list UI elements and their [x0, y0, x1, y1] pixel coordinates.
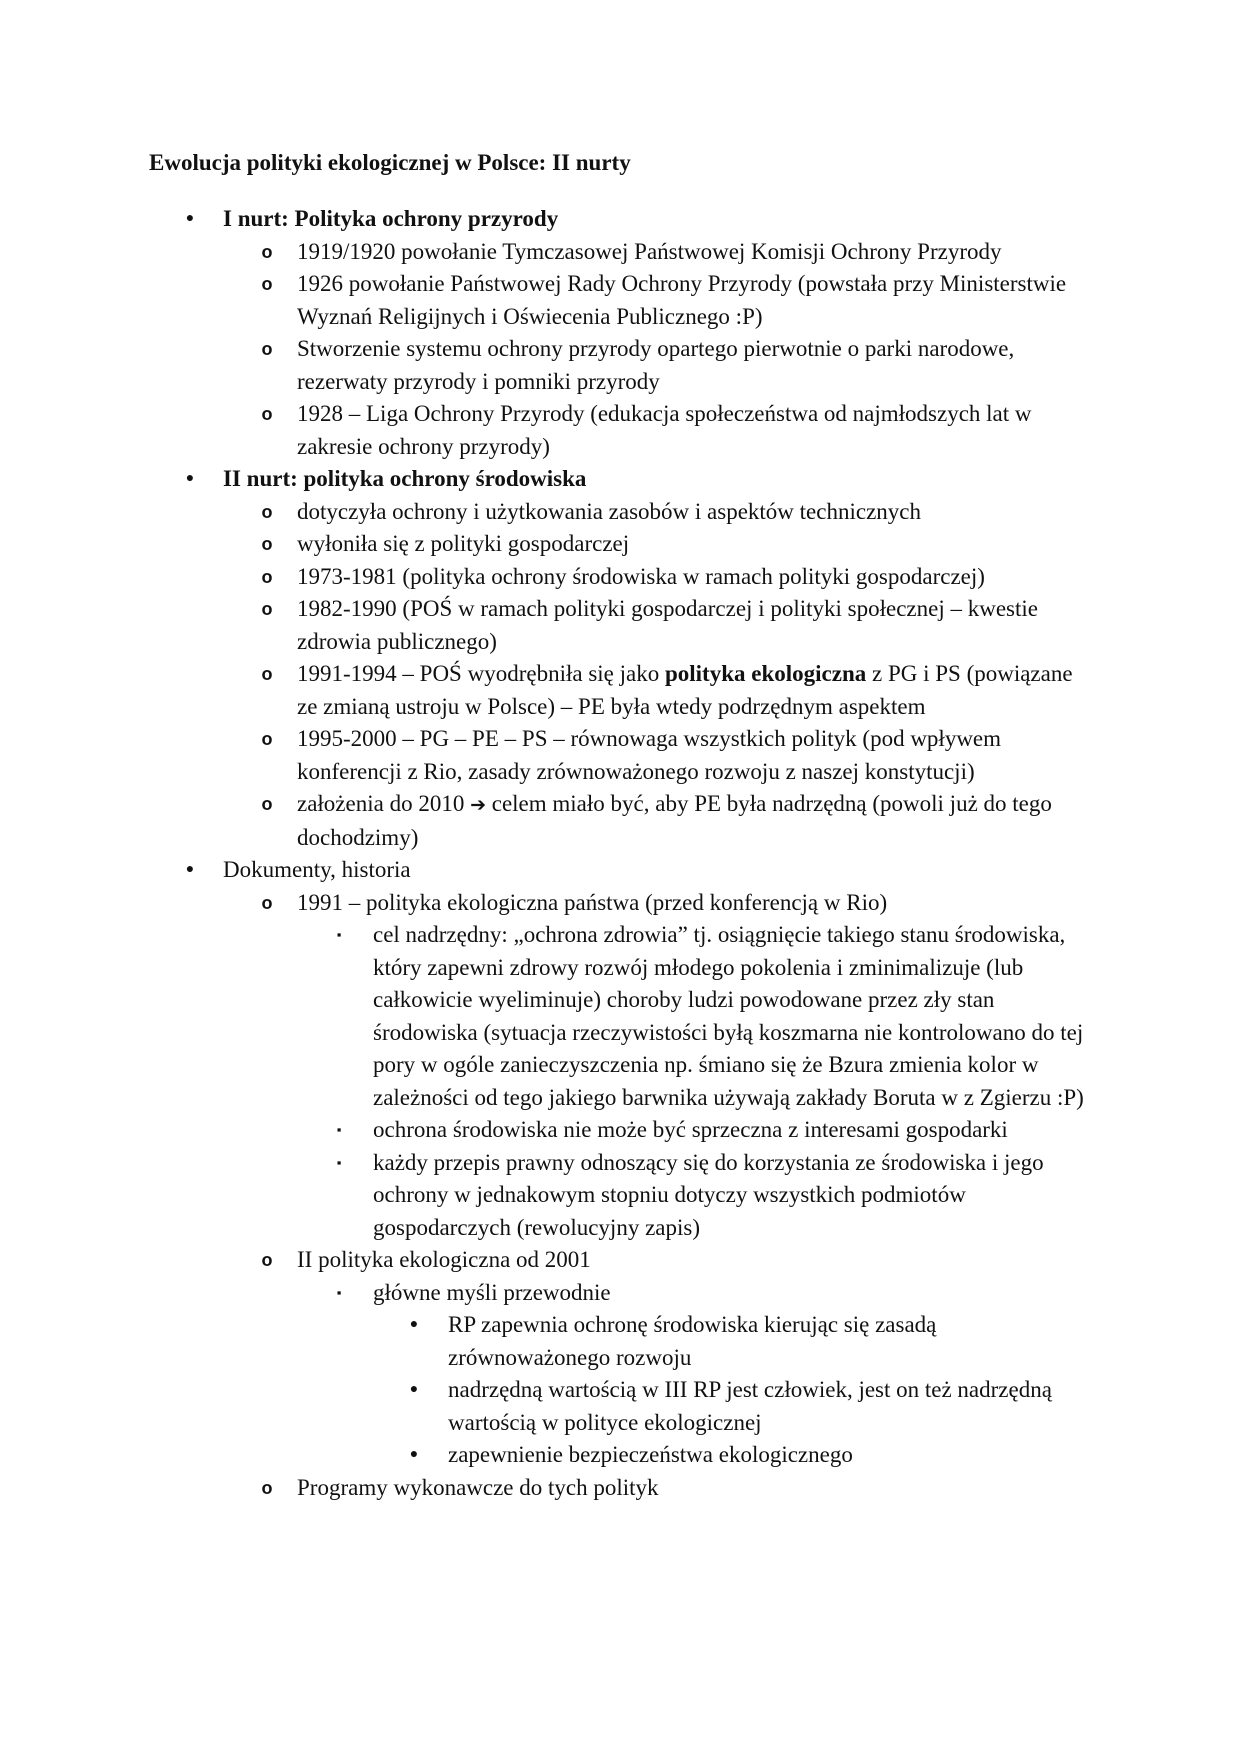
- list-item-level-2: [0, 1244, 1085, 1277]
- item-text: 1991-1994 – POŚ wyodrębniła się jako: [297, 661, 665, 686]
- item-text: zapewnienie bezpieczeństwa ekologicznego: [448, 1442, 853, 1467]
- bold-text: polityka ekologiczna: [664, 661, 867, 686]
- circle-bullet-icon: o: [261, 274, 273, 294]
- item-text: Dokumenty, historia: [223, 857, 411, 882]
- item-text: Programy wykonawcze do tych polityk: [297, 1474, 659, 1500]
- item-text: wyłoniła się z polityki gospodarczej: [297, 531, 630, 556]
- list-item-level-4: [0, 1309, 1085, 1374]
- circle-bullet-icon: o: [261, 794, 273, 814]
- list-item-level-2: [0, 236, 1085, 269]
- item-text: 1991 – polityka ekologiczna państwa (przed konferencją w Rio): [297, 889, 888, 915]
- document-title: Ewolucja polityki ekologicznej w Polsce: II nurty: [149, 150, 631, 175]
- item-text: z PG i PS (powiązane ze zmianą ustroju w Polsce) – PE była wtedy podrzędnym aspektem: [297, 661, 1073, 719]
- list-item-level-2: [0, 268, 1085, 333]
- circle-bullet-icon: o: [261, 501, 273, 522]
- bullet-icon: ●: [409, 1317, 419, 1332]
- item-text: 1919/1920 powołanie Tymczasowej Państwowej Komisji Ochrony Przyrody: [297, 238, 1002, 264]
- list-item-level-2: [0, 788, 1085, 854]
- list-item-level-3: [0, 1114, 1085, 1147]
- list-item-level-2: [0, 658, 1085, 723]
- list-item-level-2: [0, 887, 1085, 920]
- circle-bullet-icon: o: [261, 339, 273, 359]
- circle-bullet-icon: o: [261, 892, 273, 913]
- item-text: RP zapewnia ochronę środowiska kierując się zasadą zrównoważonego rozwoju: [448, 1312, 937, 1370]
- square-bullet-icon: ▪: [336, 1122, 342, 1137]
- list-item-level-3: [0, 1277, 1085, 1310]
- bullet-icon: ●: [185, 471, 195, 486]
- item-text: Stworzenie systemu ochrony przyrody opartego pierwotnie o parki narodowe, rezerwaty przyrody i pomniki przyrody: [297, 336, 1015, 394]
- bullet-icon: ●: [185, 211, 195, 226]
- item-text: założenia do 2010: [297, 791, 471, 816]
- item-text: cel nadrzędny: „ochrona zdrowia” tj. osiągnięcie takiego stanu środowiska, który zapewni zdrowy rozwój młodego pokolenia i zminimalizuje (lub całkowicie wyeliminuje) choroby ludzi powodowane przez zły stan środowiska (sytuacja rzeczywistości byłą koszmarna nie kontrolowano do tej pory w ogóle zanieczyszczenia np. śmiano się że Bzura zmienia kolor w zależności od tego jakiego barwnika używają zakłady Boruta w z Zgierzu :P): [373, 922, 1084, 1110]
- circle-bullet-icon: o: [261, 566, 273, 587]
- list-item-level-4: [0, 1439, 1085, 1472]
- list-item-level-2: [0, 496, 1085, 529]
- list-item-level-4: [0, 1374, 1085, 1439]
- bullet-icon: ●: [409, 1382, 419, 1397]
- circle-bullet-icon: o: [261, 534, 273, 554]
- item-text: ochrona środowiska nie może być sprzeczna z interesami gospodarki: [373, 1117, 1008, 1142]
- item-text: 1926 powołanie Państwowej Rady Ochrony Przyrody (powstała przy Ministerstwie Wyznań Religijnych i Oświecenia Publicznego :P): [297, 271, 1067, 329]
- circle-bullet-icon: o: [261, 664, 273, 684]
- circle-bullet-icon: o: [261, 1250, 273, 1270]
- outline-list: [0, 203, 1085, 1504]
- item-text: nadrzędną wartością w III RP jest człowiek, jest on też nadrzędną wartością w polityce ekologicznej: [448, 1377, 1052, 1435]
- circle-bullet-icon: o: [261, 404, 273, 424]
- item-text: 1928 – Liga Ochrony Przyrody (edukacja społeczeństwa od najmłodszych lat w zakresie ochrony przyrody): [297, 401, 1032, 459]
- circle-bullet-icon: o: [261, 241, 273, 262]
- item-text: główne myśli przewodnie: [373, 1279, 611, 1305]
- bold-text: I nurt: Polityka ochrony przyrody: [223, 206, 559, 231]
- square-bullet-icon: ▪: [336, 1284, 342, 1300]
- list-item-level-2: [0, 561, 1085, 594]
- list-item-level-2: [0, 593, 1085, 658]
- list-item-level-1: [0, 203, 1085, 236]
- arrow-right-icon: ➔: [470, 794, 486, 816]
- list-item-level-2: [0, 333, 1085, 398]
- list-item-level-2: [0, 528, 1085, 561]
- item-text: 1982-1990 (POŚ w ramach polityki gospodarczej i polityki społecznej – kwestie zdrowia publicznego): [297, 596, 1038, 654]
- item-text: każdy przepis prawny odnoszący się do korzystania ze środowiska i jego ochrony w jednakowym stopniu dotyczy wszystkich podmiotów gospodarczych (rewolucyjny zapis): [373, 1149, 1044, 1240]
- item-text: 1995-2000 – PG – PE – PS – równowaga wszystkich polityk (pod wpływem konferencji z Rio, zasady zrównoważonego rozwoju z naszej konstytucji): [297, 726, 1002, 784]
- list-item-level-2: [0, 723, 1085, 788]
- circle-bullet-icon: o: [261, 1477, 273, 1498]
- item-text: II polityka ekologiczna od 2001: [297, 1247, 591, 1272]
- bold-text: II nurt: polityka ochrony środowiska: [223, 466, 587, 491]
- list-item-level-2: [0, 398, 1085, 463]
- list-item-level-1: [0, 463, 1085, 496]
- item-text: celem miało być, aby PE była nadrzędną (powoli już do tego dochodzimy): [297, 791, 1052, 850]
- bullet-icon: ●: [185, 862, 195, 877]
- item-text: 1973-1981 (polityka ochrony środowiska w ramach polityki gospodarczej): [297, 563, 985, 589]
- circle-bullet-icon: o: [261, 599, 273, 619]
- bullet-icon: ●: [409, 1447, 419, 1462]
- item-text: dotyczyła ochrony i użytkowania zasobów i aspektów technicznych: [297, 498, 921, 524]
- circle-bullet-icon: o: [261, 729, 273, 749]
- square-bullet-icon: ▪: [336, 1154, 342, 1170]
- list-item-level-3: [0, 919, 1085, 1114]
- list-item-level-2: [0, 1472, 1085, 1505]
- list-item-level-1: [0, 854, 1085, 887]
- list-item-level-3: [0, 1147, 1085, 1245]
- square-bullet-icon: ▪: [336, 927, 342, 942]
